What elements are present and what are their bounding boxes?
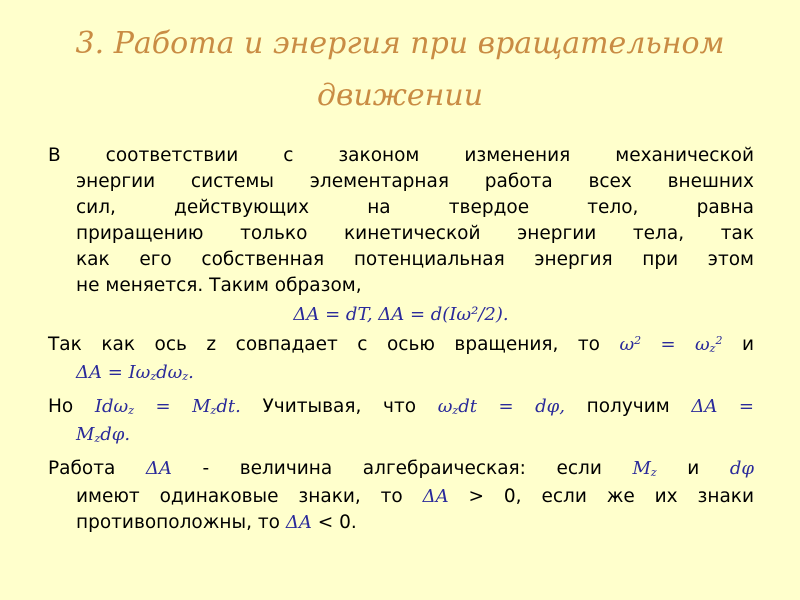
math-delta-a-prefix: ΔA = bbox=[691, 396, 754, 417]
paragraph-2-line-2 bbox=[48, 360, 754, 388]
math-work-omega: $\Delta A = I\omega_zd\omega_z$. bbox=[76, 362, 194, 383]
paragraph-4-line-1 bbox=[48, 456, 754, 484]
paragraph-4-line-3 bbox=[48, 510, 754, 536]
math-dphi: dφ bbox=[729, 458, 754, 479]
paragraph-4-text-g: < 0. bbox=[317, 512, 357, 533]
math-delta-a: ΔA bbox=[145, 458, 172, 479]
slide-title bbox=[40, 18, 760, 122]
paragraph-4-text-b: - величина алгебраическая: если bbox=[202, 458, 602, 479]
paragraph-4-text-f: противоположны, то bbox=[76, 512, 280, 533]
paragraph-1 bbox=[48, 143, 754, 299]
formula-work-energy: ΔA = dT, ΔA = d(Iω²/2). bbox=[293, 304, 509, 325]
title-line-1: 3. Работа и энергия при вращательном bbox=[75, 26, 725, 61]
paragraph-4-text-d: имеют одинаковые знаки, то bbox=[76, 486, 403, 507]
paragraph-4-text-c: и bbox=[687, 458, 700, 479]
math-mz: $M_z$ bbox=[632, 458, 657, 479]
paragraph-1-line: энергии системы элементарная работа всех внешних bbox=[76, 171, 754, 192]
math-moment-equation: $Id\omega_z = M_zdt$. bbox=[94, 396, 241, 417]
paragraph-3-text-c: получим bbox=[586, 396, 670, 417]
paragraph-3-line-1 bbox=[48, 394, 754, 422]
paragraph-2 bbox=[48, 332, 754, 388]
paragraph-1-line: сил, действующих на твердое тело, равна bbox=[76, 197, 754, 218]
math-m-dphi: $M_zd\varphi$. bbox=[76, 424, 131, 445]
math-delta-a: ΔA bbox=[285, 512, 312, 533]
paragraph-2-line-1 bbox=[48, 332, 754, 360]
paragraph-2-text-b: и bbox=[741, 334, 754, 355]
paragraph-1-line: не меняется. Таким образом, bbox=[76, 275, 362, 296]
paragraph-2-text-a: Так как ось z совпадает с осью вращения, то bbox=[48, 334, 600, 355]
paragraph-3-text-b: Учитывая, что bbox=[262, 396, 417, 417]
paragraph-3-line-2 bbox=[48, 422, 754, 450]
paragraph-4-text-a: Работа bbox=[48, 458, 116, 479]
paragraph-4 bbox=[48, 456, 754, 536]
paragraph-4-text-e: > 0, если же их знаки bbox=[468, 486, 754, 507]
math-delta-a: ΔA bbox=[422, 486, 449, 507]
paragraph-1-line: приращению только кинетической энергии тела, так bbox=[76, 223, 754, 244]
math-omega-squared: $\omega^2 = \omega_z^2$ bbox=[619, 334, 723, 355]
paragraph-1-line: как его собственная потенциальная энергия при этом bbox=[76, 249, 754, 270]
math-omega-dt: $\omega_zdt = d\varphi$, bbox=[437, 396, 565, 417]
paragraph-1-line: В соответствии с законом изменения механической bbox=[48, 145, 754, 166]
paragraph-4-line-2 bbox=[48, 484, 754, 510]
title-line-2: движении bbox=[316, 78, 484, 113]
paragraph-3 bbox=[48, 394, 754, 450]
paragraph-3-text-a: Но bbox=[48, 396, 74, 417]
slide-body bbox=[48, 143, 754, 536]
